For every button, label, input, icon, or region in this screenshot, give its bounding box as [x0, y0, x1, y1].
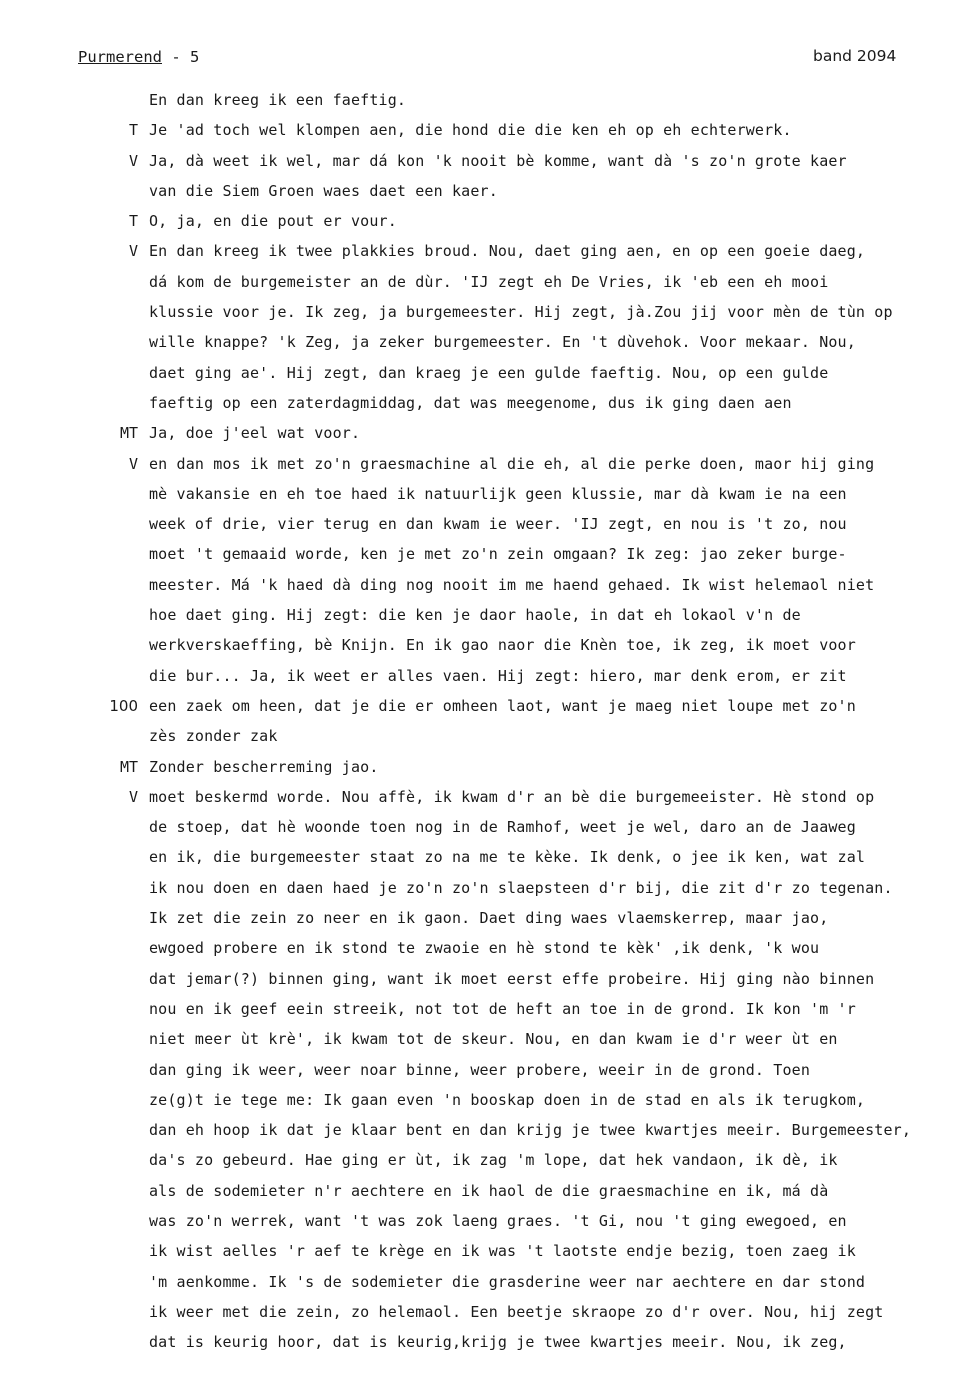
line-text: dan eh hoop ik dat je klaar bent en dan krijg je twee kwartjes meeir. Burgemeester,	[149, 1121, 912, 1140]
line-text: de stoep, dat hè woonde toen nog in de Ramhof, weet je wel, daro an de Jaaweg	[149, 818, 856, 837]
line-text: Ja, doe j'eel wat voor.	[149, 424, 361, 443]
line-text: die bur... Ja, ik weet er alles vaen. Hij zegt: hiero, mar denk erom, er zit	[149, 666, 847, 685]
transcript-line	[0, 1090, 979, 1120]
transcript-line	[0, 635, 979, 665]
transcript-line	[0, 969, 979, 999]
line-text: zès zonder zak	[149, 727, 278, 746]
transcript-line	[0, 726, 979, 756]
line-number-marker: 100	[109, 696, 138, 715]
line-text: als de sodemieter n'r aechtere en ik haol de die graesmachine en ik, má dà	[149, 1181, 829, 1200]
line-text: Zonder bescherreming jao.	[149, 757, 379, 776]
line-text: En dan kreeg ik een faeftig.	[149, 91, 407, 109]
transcript-line	[0, 908, 979, 938]
line-text: en dan mos ik met zo'n graesmachine al die eh, al die perke doen, maor hij ging	[149, 454, 875, 473]
transcript-line	[0, 847, 979, 877]
transcript-line	[0, 1060, 979, 1090]
place-name: Purmerend	[78, 48, 162, 66]
line-text: meester. Má 'k haed dà ding nog nooit im me haend gehaed. Ik wist helemaol niet	[149, 575, 875, 594]
transcript-line	[0, 1302, 979, 1332]
transcript-line	[0, 1241, 979, 1271]
transcript-line	[0, 696, 979, 726]
speaker-label: V	[128, 151, 138, 170]
line-text: daet ging ae'. Hij zegt, dan kraeg je een gulde faeftig. Nou, op een gulde	[149, 363, 829, 382]
transcript-line	[0, 211, 979, 241]
transcript-line	[0, 90, 979, 120]
speaker-label: MT	[119, 424, 138, 443]
header-separator: -	[162, 48, 190, 66]
line-text: Je 'ad toch wel klompen aen, die hond die die ken eh op eh echterwerk.	[149, 121, 792, 140]
speaker-label: T	[128, 212, 138, 231]
line-text: werkverskaeffing, bè Knijn. En ik gao naor die Knèn toe, ik zeg, ik moet voor	[149, 636, 856, 655]
transcript-line	[0, 454, 979, 484]
line-text: ik wist aelles 'r aef te krège en ik was 't laotste endje bezig, toen zaeg ik	[149, 1242, 856, 1261]
line-text: en ik, die burgemeester staat zo na me te kèke. Ik denk, o jee ik ken, wat zal	[149, 848, 866, 867]
speaker-label: V	[128, 454, 138, 473]
transcript-line	[0, 999, 979, 1029]
line-text: ze(g)t ie tege me: Ik gaan even 'n booskap doen in de stad en als ik terugkom,	[149, 1090, 866, 1109]
line-text: dan ging ik weer, weer noar binne, weer probere, weeir in de grond. Toen	[149, 1060, 811, 1079]
line-text: dat jemar(?) binnen ging, want ik moet eerst effe probeire. Hij ging nào binnen	[149, 969, 875, 988]
transcript-line	[0, 938, 979, 968]
line-text: En dan kreeg ik twee plakkies broud. Nou, daet ging aen, en op een goeie daeg,	[149, 242, 866, 261]
line-text: een zaek om heen, dat je die er omheen laot, want je maeg niet loupe met zo'n	[149, 696, 856, 715]
line-text: wille knappe? 'k Zeg, ja zeker burgemeester. En 't dùvehok. Voor mekaar. Nou,	[149, 333, 856, 352]
transcript-line	[0, 575, 979, 605]
tape-number: band 2094	[813, 47, 897, 65]
transcript-line	[0, 1272, 979, 1302]
line-text: dá kom de burgemeister an de dùr. 'IJ zegt eh De Vries, ik 'eb een eh mooi	[149, 272, 829, 291]
speaker-label: V	[128, 242, 138, 261]
line-text: faeftig op een zaterdagmiddag, dat was meegenome, dus ik ging daen aen	[149, 393, 792, 412]
transcript-line	[0, 817, 979, 847]
line-text: van die Siem Groen waes daet een kaer.	[149, 181, 498, 200]
transcript-line	[0, 1120, 979, 1150]
line-text: week of drie, vier terug en dan kwam ie weer. 'IJ zegt, en nou is 't zo, nou	[149, 515, 847, 534]
line-text: da's zo gebeurd. Hae ging er ùt, ik zag 'm lope, dat hek vandaon, ik dè, ik	[149, 1151, 838, 1170]
line-text: mè vakansie en eh toe haed ik natuurlijk geen klussie, mar dà kwam ie na een	[149, 484, 847, 503]
line-text: Ik zet die zein zo neer en ik gaon. Daet ding waes vlaemskerrep, maar jao,	[149, 909, 829, 928]
transcript-line	[0, 514, 979, 544]
line-text: Ja, dà weet ik wel, mar dá kon 'k nooit bè komme, want dà 's zo'n grote kaer	[149, 151, 847, 170]
speaker-label: T	[128, 121, 138, 140]
transcript-line	[0, 363, 979, 393]
transcript-line	[0, 1332, 979, 1362]
transcript-line	[0, 544, 979, 574]
transcript-line	[0, 1029, 979, 1059]
line-text: was zo'n werrek, want 't was zok laeng graes. 't Gi, nou 't ging ewegoed, en	[149, 1211, 847, 1230]
transcript-line	[0, 878, 979, 908]
line-text: O, ja, en die pout er vour.	[149, 212, 397, 231]
transcript-line	[0, 666, 979, 696]
line-text: klussie voor je. Ik zeg, ja burgemeester. Hij zegt, jà.Zou jij voor mèn de tùn op	[149, 303, 893, 322]
page-header-left	[78, 48, 199, 66]
transcript-line	[0, 1150, 979, 1180]
transcript-line	[0, 484, 979, 514]
line-text: dat is keurig hoor, dat is keurig,krijg je twee kwartjes meeir. Nou, ik zeg,	[149, 1333, 847, 1352]
transcript-line	[0, 1181, 979, 1211]
line-text: niet meer ùt krè', ik kwam tot de skeur. Nou, en dan kwam ie d'r weer ùt en	[149, 1030, 838, 1049]
line-text: nou en ik geef eein streeik, not tot de heft an toe in de grond. Ik kon 'm 'r	[149, 999, 856, 1018]
transcript-line	[0, 302, 979, 332]
transcript-line	[0, 605, 979, 635]
line-text: moet 't gemaaid worde, ken je met zo'n zein omgaan? Ik zeg: jao zeker burge-	[149, 545, 847, 564]
line-text: ewgoed probere en ik stond te zwaoie en hè stond te kèk' ,ik denk, 'k wou	[149, 939, 820, 958]
speaker-label: V	[128, 787, 138, 806]
transcript-line	[0, 423, 979, 453]
transcript-line	[0, 787, 979, 817]
transcript-line	[0, 393, 979, 423]
transcript-line	[0, 120, 979, 150]
transcript-line	[0, 181, 979, 211]
transcript-line	[0, 272, 979, 302]
line-text: ik nou doen en daen haed je zo'n zo'n slaepsteen d'r bij, die zit d'r zo tegenan.	[149, 878, 893, 897]
page-number: 5	[190, 48, 200, 66]
transcript-line	[0, 757, 979, 787]
transcript-line	[0, 1211, 979, 1241]
line-text: ik weer met die zein, zo helemaol. Een beetje skraope zo d'r over. Nou, hij zegt	[149, 1302, 884, 1321]
transcript-line	[0, 332, 979, 362]
line-text: moet beskermd worde. Nou affè, ik kwam d'r an bè die burgemeeister. Hè stond op	[149, 787, 875, 806]
line-text: hoe daet ging. Hij zegt: die ken je daor haole, in dat eh lokaol v'n de	[149, 606, 801, 625]
transcript-body	[0, 90, 979, 1362]
line-text: 'm aenkomme. Ik 's de sodemieter die grasderine weer nar aechtere en dar stond	[149, 1272, 866, 1291]
transcript-line	[0, 151, 979, 181]
speaker-label: MT	[119, 757, 138, 776]
transcript-line	[0, 241, 979, 271]
